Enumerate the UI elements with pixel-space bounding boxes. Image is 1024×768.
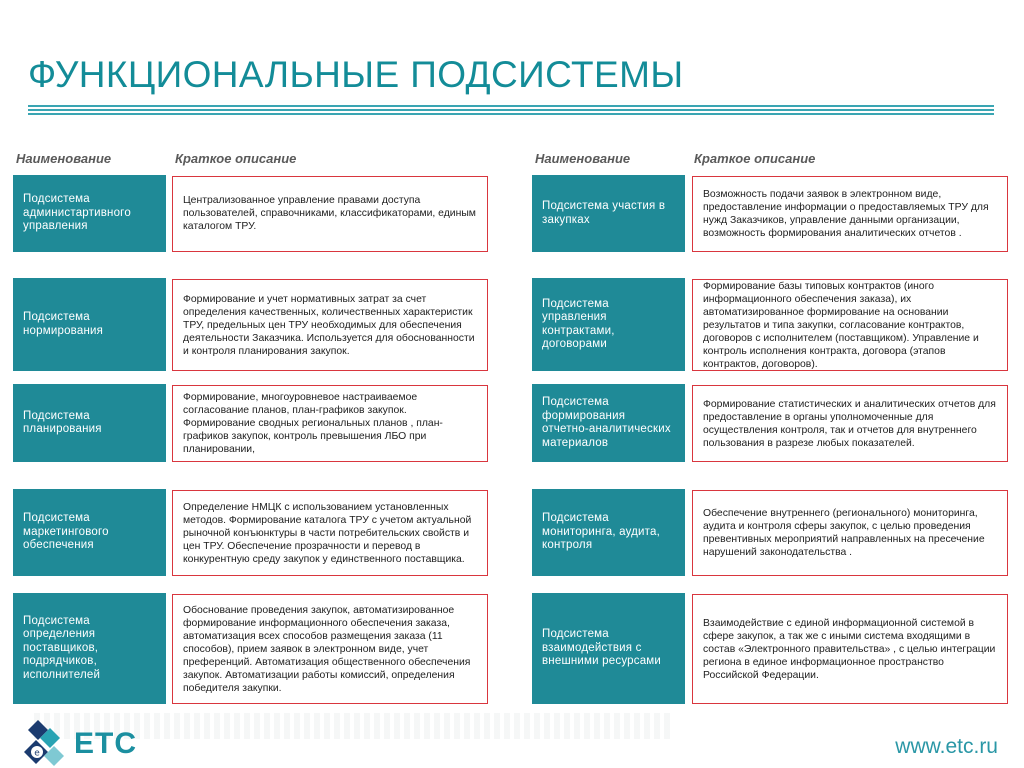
subsystem-description	[172, 176, 488, 252]
subsystem-description	[172, 490, 488, 576]
title-divider	[28, 109, 994, 111]
subsystem-name	[13, 175, 166, 252]
subsystem-description	[692, 385, 1008, 462]
subsystem-name	[532, 384, 685, 462]
subsystem-description	[692, 279, 1008, 371]
subsystem-description	[692, 176, 1008, 252]
subsystem-name-text: Подсистема участия в закупках	[542, 200, 666, 226]
subsystem-description-text: Формирование и учет нормативных затрат за счет определения качественных, количественных характеристик ТРУ, предельных цен ТРУ необходимых для обеспечения деятельности Заказчика. Используется для обоснованности и контроля планирования закупок.	[183, 293, 475, 357]
subsystem-description-text: Взаимодействие с единой информационной системой в сфере закупок, а так же с иными система входящими в состав «Электронного правительства» , с целью интеграции региона в единое информационное пространство Российской Федерации.	[703, 617, 996, 681]
subsystem-description-text: Формирование, многоуровневое настраиваемое согласование планов, план-графиков закупок. Формирование сводных региональных планов , план-графиков закупок, контроль превышения ЛБО при планировании,	[183, 392, 443, 455]
subsystem-description-text: Централизованное управление правами доступа пользователей, справочниками, классификаторами, единым каталогом ТРУ.	[183, 195, 476, 232]
subsystem-name-text: Подсистема управления контрактами, договорами	[542, 297, 615, 350]
subsystem-name-text: Подсистема нормирования	[23, 311, 104, 337]
title-divider	[28, 113, 994, 115]
subsystem-name	[532, 489, 685, 576]
svg-text:e: e	[34, 748, 40, 759]
subsystem-description-text: Обоснование проведения закупок, автоматизированное формирование информационного обеспечения заказа, автоматизация всех способов размещения заказа (11 способов), прием заявок в электронном виде, учет преференций. Автоматизация общественного обеспечения закупок. Автоматизации работы комиссий, определения победителя закупки.	[183, 604, 471, 694]
subsystem-name	[532, 278, 685, 371]
subsystem-description	[172, 385, 488, 462]
subsystem-name-text: Подсистема маркетингового обеспечения	[23, 512, 109, 552]
subsystem-description-text: Формирование базы типовых контрактов (иного информационного обеспечения заказа), их автоматизированное формирование на основании результатов и типа закупки, согласование контрактов, договоров с исполнителем (поставщиком). Управление и контроль исполнения контракта, договора (этапов контрактов, договоров).	[703, 280, 979, 370]
logo-icon	[24, 718, 70, 766]
subsystem-name	[13, 489, 166, 576]
page-title: ФУНКЦИОНАЛЬНЫЕ ПОДСИСТЕМЫ	[28, 54, 684, 95]
left-description-header: Краткое описание	[175, 151, 297, 166]
right-description-header: Краткое описание	[694, 151, 816, 166]
subsystem-name-text: Подсистема мониторинга, аудита, контроля	[542, 512, 661, 552]
subsystem-description-text: Формирование статистических и аналитических отчетов для предоставление в органы уполномоченные для осуществления контроля, так и отчетов для внутреннего пользования в разрезе любых показателей.	[703, 398, 996, 449]
subsystem-name	[532, 593, 685, 704]
subsystem-name	[13, 593, 166, 704]
subsystem-name-text: Подсистема администартивного управления	[23, 193, 131, 233]
subsystem-description	[692, 490, 1008, 576]
left-name-header: Наименование	[16, 151, 112, 166]
right-name-header: Наименование	[535, 151, 631, 166]
title-divider	[28, 105, 994, 107]
subsystem-name-text: Подсистема взаимодействия с внешними ресурсами	[542, 628, 662, 668]
subsystem-description	[692, 594, 1008, 704]
subsystem-name	[13, 384, 166, 462]
website-link[interactable]: www.etc.ru	[895, 735, 998, 758]
subsystem-description-text: Возможность подачи заявок в электронном виде, предоставление информации о предоставляемых ТРУ для нужд Заказчиков, управление данными организации, возможность формирования аналитических отчетов .	[703, 189, 989, 239]
subsystem-description-text: Определение НМЦК с использованием установленных методов. Формирование каталога ТРУ с учетом актуальной рыночной конъюнктуры в части потребительских свойств и цен ТРУ. Обеспечение прозрачности и перевод в конкурентную среду закупок у единственного поставщика.	[183, 501, 472, 565]
subsystem-description	[172, 594, 488, 704]
subsystem-name-text: Подсистема определения поставщиков, подрядчиков, исполнителей	[23, 614, 101, 681]
subsystem-name	[13, 278, 166, 371]
subsystem-description-text: Обеспечение внутреннего (регионального) мониторинга, аудита и контроля сферы закупок, с целью проведения превентивных мероприятий направленных на пресечение нарушений законодательства .	[703, 508, 985, 558]
subsystem-description	[172, 279, 488, 371]
subsystem-name-text: Подсистема планирования	[23, 409, 102, 435]
logo-text: ЕТС	[74, 727, 137, 760]
subsystem-name	[532, 175, 685, 252]
subsystem-name-text: Подсистема формирования отчетно-аналитических материалов	[542, 396, 671, 449]
